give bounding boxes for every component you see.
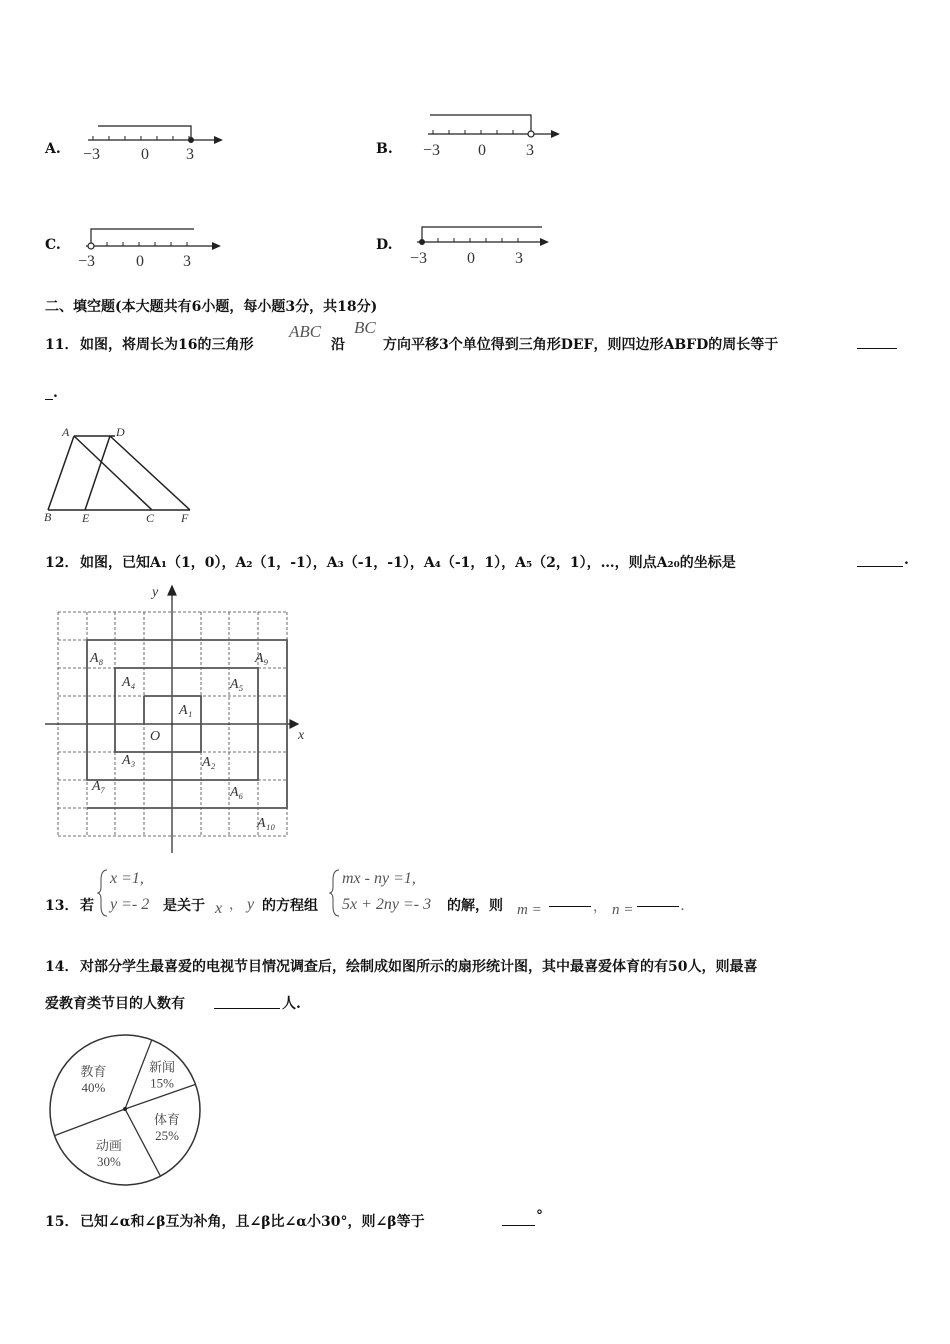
q11-text1: 如图，将周长为16的三角形 [80,337,254,353]
brace-2 [329,868,343,918]
label-f: F [181,511,189,525]
svg-text:A₁₀: A₁₀ [257,816,276,831]
q11-abc: ABC [289,322,322,341]
section-heading: 二、填空题(本大题共有6小题，每小题3分，共18分) [45,299,378,315]
svg-text:0: 0 [136,253,144,270]
q14-line2b: 人. [282,996,301,1012]
q14-line1: 对部分学生最喜爱的电视节目情况调查后，绘制成如图所示的扇形统计图，其中最喜爱体育的有50人，则最喜 [80,959,758,975]
option-b-number-line [418,108,568,160]
label-e: E [82,511,90,525]
option-c-number-line [76,222,226,270]
q12-grid-figure [40,578,310,858]
q14-answer-blank[interactable] [214,1008,280,1009]
q11-text2: 沿 [331,337,345,353]
sys2-line1: mx - ny =1, [342,870,416,887]
axis-y-label: y [152,585,159,600]
pie-label-1: 教育 [80,1063,107,1079]
svg-text:3: 3 [515,250,523,267]
svg-text:A₅: A₅ [230,677,244,692]
option-d-number-line [407,222,557,270]
q14-pie-chart [45,1030,215,1190]
tick-neg3: −3 [83,146,101,163]
q12-tail: . [904,552,909,568]
pie-value-2: 15% [150,1075,174,1091]
label-c: C [146,511,155,525]
svg-text:A₉: A₉ [255,651,269,666]
q13-number: 13． [45,898,79,914]
sys1-line1: x =1, [110,870,144,887]
pie-label-3: 体育 [154,1112,181,1128]
q11-figure [40,422,200,526]
q13-text3: 的解，则 [447,898,503,914]
q12-text: 如图，已知A₁（1，0），A₂（1，-1），A₃（-1，-1），A₄（-1，1），A₅（2，1），…，则点A₂₀的坐标是 [80,555,736,571]
brace-1 [97,868,111,918]
q13-m-blank[interactable] [549,906,591,907]
tick-3: 3 [186,146,194,163]
svg-text:3: 3 [183,253,191,270]
option-a-label: A. [45,141,61,157]
pie-value-1: 40% [81,1079,106,1095]
q11-bc: BC [354,318,376,337]
option-a-number-line [78,118,228,164]
svg-text:A₃: A₃ [122,753,136,768]
svg-text:A₈: A₈ [90,651,104,666]
q11-text3: 方向平移3个单位得到三角形DEF，则四边形ABFD的周长等于 [383,337,779,353]
q13-m-eq: m = [517,902,542,918]
pie-center [123,1107,127,1111]
q13-comma: ， [229,897,243,913]
pie-label-4: 动画 [95,1138,122,1154]
sys1-line2: y =- 2 [110,896,150,913]
svg-text:3: 3 [526,142,534,159]
label-a: A [62,425,70,439]
q15-end: ° [536,1208,543,1224]
svg-text:A₆: A₆ [230,785,244,800]
q15-answer-blank[interactable] [502,1225,535,1226]
svg-text:A₁: A₁ [179,703,193,718]
label-d: D [116,425,125,439]
pie-value-4: 30% [97,1154,121,1170]
q11-number: 11． [45,337,79,353]
q13-var-x: x [215,900,223,917]
option-c-label: C. [45,237,61,253]
svg-text:−3: −3 [78,253,96,270]
svg-text:−3: −3 [423,142,441,159]
origin-label: O [150,729,161,744]
q11-answer-blank-cont[interactable] [45,399,53,400]
svg-text:0: 0 [467,250,475,267]
pie-label-2: 新闻 [149,1059,176,1075]
q13-text1: 是关于 [163,898,205,914]
q13-var-y: y [247,896,255,913]
option-d-label: D. [376,237,393,253]
q14-line2a: 爱教育类节目的人数有 [45,996,185,1012]
tick-0: 0 [141,146,149,163]
q15-number: 15． [45,1214,79,1230]
option-b-label: B. [376,141,393,157]
q13-n-blank[interactable] [637,906,679,907]
svg-text:0: 0 [478,142,486,159]
svg-text:A₂: A₂ [202,755,216,770]
q13-n-eq: n = [612,902,634,918]
q15-text: 已知∠α和∠β互为补角，且∠β比∠α小30°，则∠β等于 [80,1214,425,1230]
q13-end: . [681,898,685,914]
q11-answer-blank[interactable] [857,348,897,349]
q14-number: 14． [45,959,79,975]
q12-answer-blank[interactable] [857,566,903,567]
svg-text:−3: −3 [410,250,428,267]
sys2-line2: 5x + 2ny =- 3 [342,896,432,913]
pie-value-3: 25% [155,1128,179,1144]
q12-number: 12． [45,555,79,571]
q13-ruo: 若 [80,898,94,914]
svg-text:A₇: A₇ [92,779,106,794]
q11-tail: . [53,385,58,401]
svg-text:A₄: A₄ [122,675,136,690]
label-b: B [44,510,52,524]
q13-text2: 的方程组 [262,898,318,914]
axis-x-label: x [298,728,305,743]
